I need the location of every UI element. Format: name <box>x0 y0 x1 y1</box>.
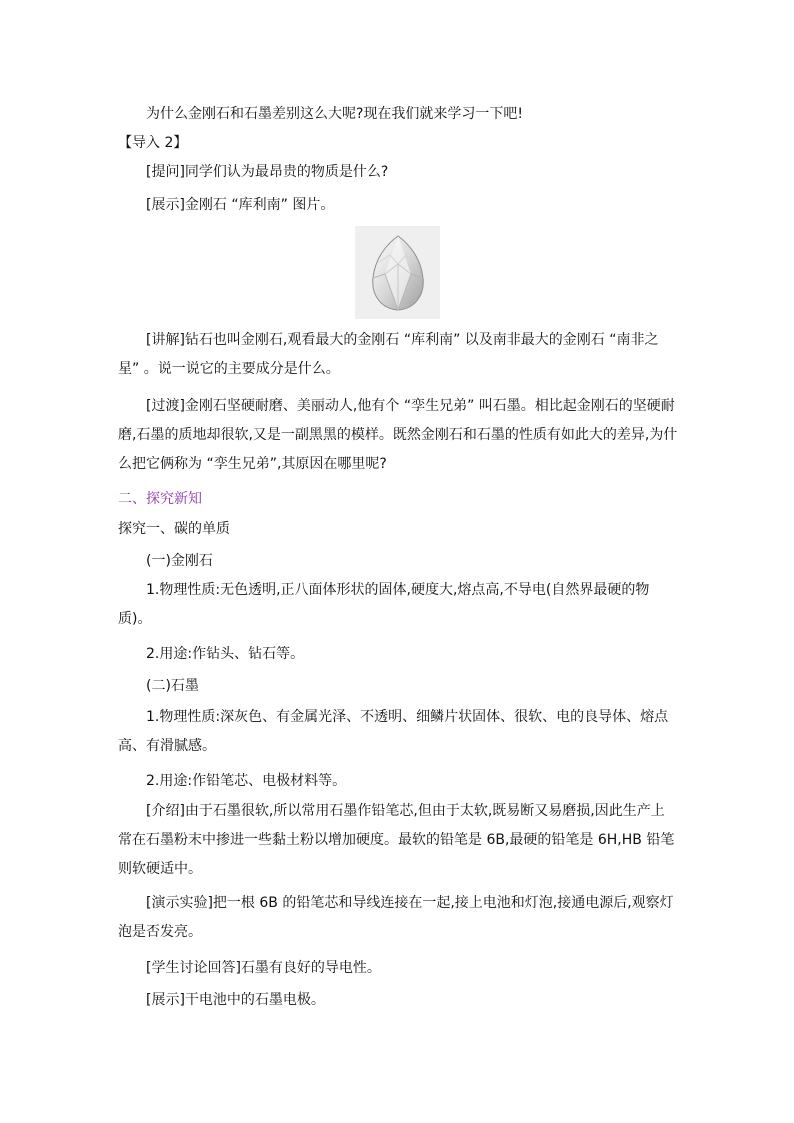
intro-question: 为什么金刚石和石墨差别这么大呢?现在我们就来学习一下吧! <box>146 106 524 122</box>
diamond-image <box>355 226 440 319</box>
subsection-heading-carbon-element: 探究一、碳的单质 <box>118 521 230 537</box>
graphite-properties: 1.物理性质:深灰色、有金属光泽、不透明、细鳞片状固体、很软、电的良导体、熔点高、有滑腻感。 <box>118 709 669 754</box>
student-answer: [学生讨论回答]石墨有良好的导电性。 <box>146 960 381 976</box>
transition-paragraph: [过渡]金刚石坚硬耐磨、美丽动人,他有个 “孪生兄弟” 叫石墨。相比起金刚石的坚硬耐磨,石墨的质地却很软,又是一副黑黑的模样。既然金刚石和石墨的性质有如此大的差异,为什么把它俩称为 “孪生兄弟”,其原因在哪里呢? <box>118 398 678 472</box>
show-image-caption: [展示]金刚石 “库利南” 图片。 <box>146 197 335 213</box>
show-battery-electrode: [展示]干电池中的石墨电极。 <box>146 992 325 1008</box>
graphite-uses: 2.用途:作铅笔芯、电极材料等。 <box>146 773 347 789</box>
section-heading-explore-new-knowledge: 二、探究新知 <box>118 491 202 507</box>
lecture-paragraph: [讲解]钻石也叫金刚石,观看最大的金刚石 “库利南” 以及南非最大的金刚石 “南非之星” 。说一说它的主要成分是什么。 <box>118 332 659 377</box>
section-label-lead-in-2: 【导入 2】 <box>118 135 188 151</box>
diamond-uses: 2.用途:作钻头、钻石等。 <box>146 646 305 662</box>
introduction-paragraph: [介绍]由于石墨很软,所以常用石墨作铅笔芯,但由于太软,既易断又易磨损,因此生产上常在石墨粉末中掺进一些黏土粉以增加硬度。最软的铅笔是 6B,最硬的铅笔是 6H,HB 铅笔则软硬适中。 <box>118 803 675 877</box>
diamond-heading: (一)金刚石 <box>146 553 213 569</box>
demonstration-paragraph: [演示实验]把一根 6B 的铅笔芯和导线连接在一起,接上电池和灯泡,接通电源后,观察灯泡是否发亮。 <box>118 895 674 940</box>
teacher-question: [提问]同学们认为最昂贵的物质是什么? <box>146 164 389 180</box>
graphite-heading: (二)石墨 <box>146 678 199 694</box>
diamond-properties: 1.物理性质:无色透明,正八面体形状的固体,硬度大,熔点高,不导电(自然界最硬的物质)。 <box>118 582 650 627</box>
